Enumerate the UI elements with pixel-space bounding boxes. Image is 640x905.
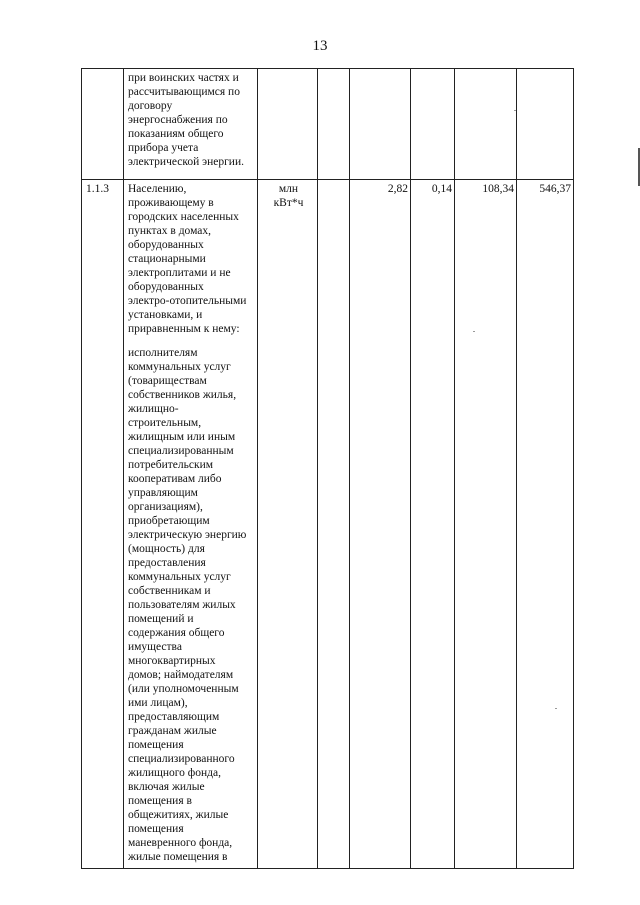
value-cell [455,69,517,180]
value-cell [350,69,411,180]
unit-cell: млн кВт*ч [258,180,318,869]
value-cell: 546,37 [517,180,574,869]
unit-cell [258,69,318,180]
scan-speck [473,331,475,332]
description-text: при воинских частях и рассчитывающимся по договору энергоснабжения по показаниям общего прибора учета электрической энергии. [128,72,244,168]
value-cell: 2,82 [350,180,411,869]
scan-speck [555,708,557,709]
value-cell [318,180,350,869]
tariff-table [81,68,574,869]
row-number [82,69,124,180]
scan-speck [514,110,516,111]
table-row [82,69,574,180]
value-cell [411,69,455,180]
description-text: Населению, проживающему в городских населенных пунктах в домах, оборудованных стационарными электроплитами и не оборудованных электро-отопительными установками, и приравненным к нему: [128,183,247,335]
value-cell [318,69,350,180]
row-number: 1.1.3 [82,180,124,869]
value-cell: 0,14 [411,180,455,869]
value-cell: 108,34 [455,180,517,869]
row-description [124,69,258,180]
value-cell [517,69,574,180]
description-text: исполнителям коммунальных услуг (товариществам собственников жилья, жилищно- строительным, жилищным или иным специализированным потребительским кооперативам либо управляющим организациям), приобретающим электрическую энергию (мощность) для предоставления коммунальных услуг собственникам и пользователям жилых помещений и содержания общего имущества многоквартирных домов; наймодателям (или уполномоченным ими лицам), предоставляющим гражданам жилые помещения специализированного жилищного фонда, включая жилые помещения в общежитиях, жилые помещения маневренного фонда, жилые помещения в [128,347,247,863]
row-description [124,180,258,869]
page-number: 13 [312,38,328,54]
table-row [82,180,574,869]
